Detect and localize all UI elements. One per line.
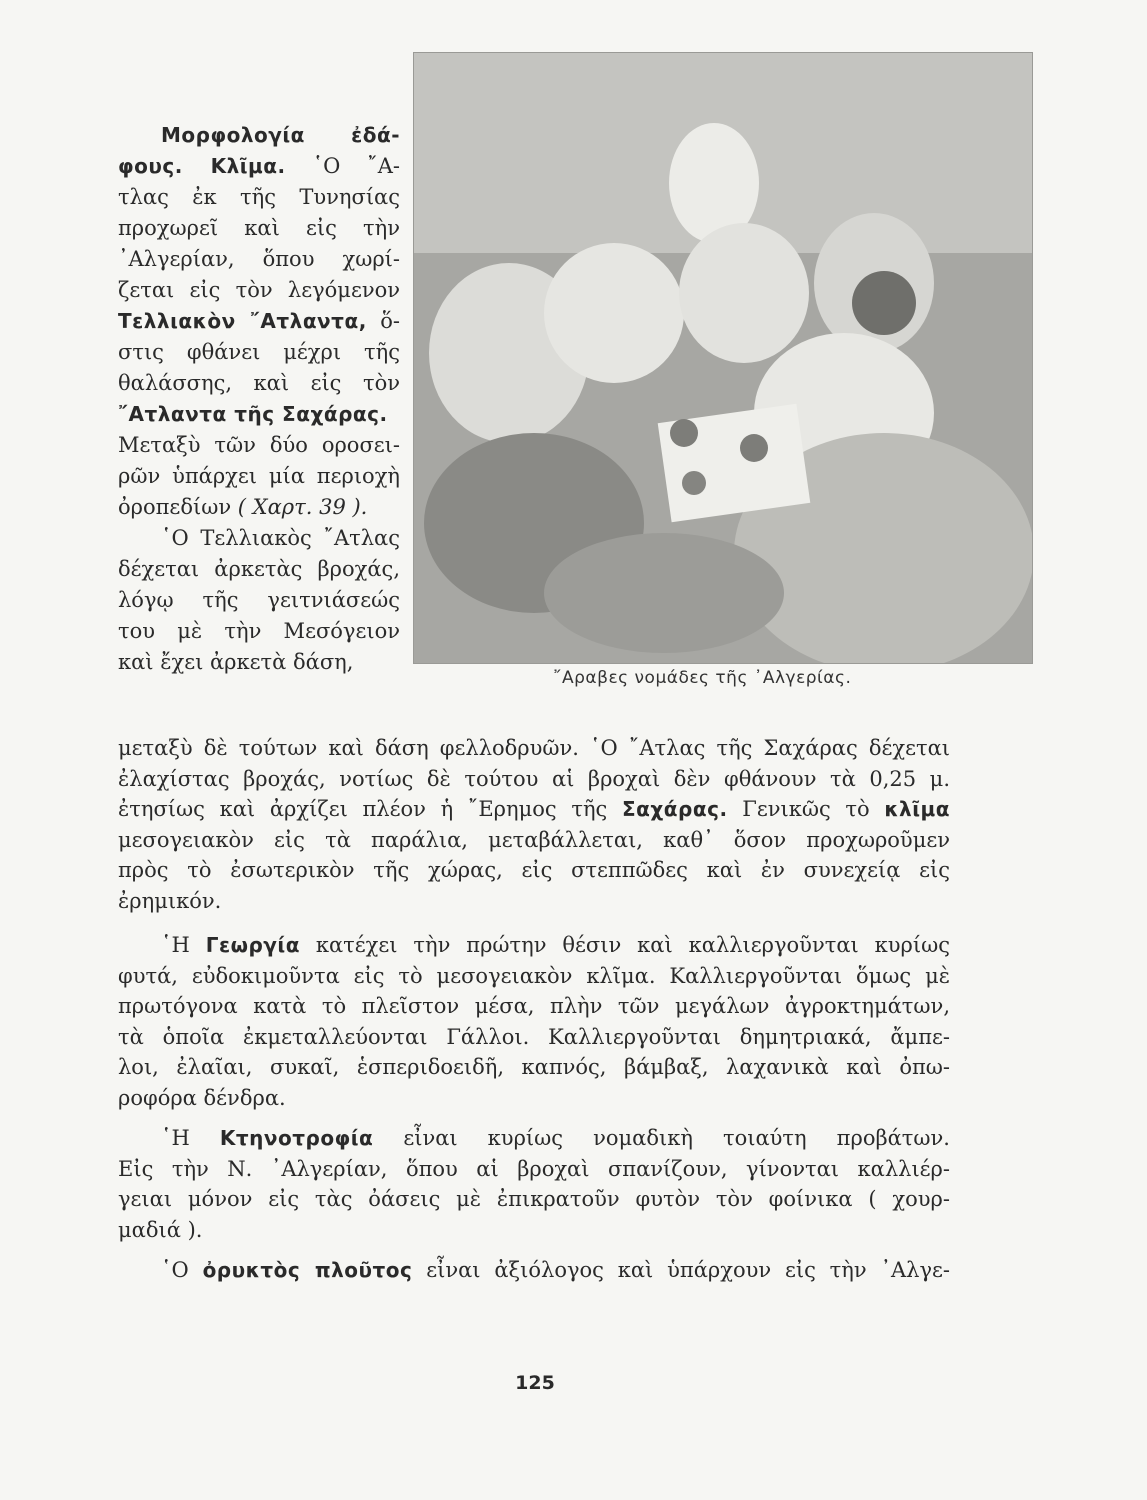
- text-line: ἐρημικόν.: [118, 888, 222, 913]
- text-line: πρὸς τὸ ἐσωτερικὸν τῆς χώρας, εἰς στεππῶδες καὶ ἐν συνεχείᾳ εἰς: [118, 858, 950, 882]
- text-line: [118, 120, 400, 151]
- text-line: μεταξὺ δὲ τούτων καὶ δάση φελλοδρυῶν. ῾Ο ῎Ατλας τῆς Σαχάρας δέχεται: [118, 736, 950, 760]
- text-line: καὶ ἔχει ἀρκετὰ δάση,: [118, 650, 354, 674]
- text-line: πρωτόγονα κατὰ τὸ πλεῖστον μέσα, πλὴν τῶν μεγάλων ἀγροκτημάτων,: [118, 994, 950, 1018]
- text-line: ροφόρα δένδρα.: [118, 1085, 286, 1110]
- text-line: δέχεται ἀρκετὰς βροχάς,: [118, 557, 400, 581]
- text-line: μαδιά ).: [118, 1217, 203, 1242]
- text-line: ῾Ο Τελλιακὸς ῎Ατλας: [161, 526, 400, 550]
- bold-term: ῎Ατλαντα τῆς Σαχάρας.: [118, 402, 388, 426]
- text-line: φους. Κλῖμα. ῾Ο ῎Α-: [118, 154, 400, 178]
- text-line: φυτά, εὐδοκιμοῦντα εἰς τὸ μεσογειακὸν κλῖμα. Καλλιεργοῦνται ὅμως μὲ: [118, 963, 950, 988]
- text-line: θαλάσσης, καὶ εἰς τὸν: [118, 371, 400, 395]
- text-line: Μεταξὺ τῶν δύο οροσει-: [118, 433, 400, 457]
- map-reference: ( Χαρτ. 39 ).: [237, 495, 368, 519]
- page-number: 125: [515, 1372, 555, 1394]
- text-line: μεσογειακὸν εἰς τὰ παράλια, μεταβάλλεται, καθ᾽ ὅσον προχωροῦμεν: [118, 827, 950, 852]
- text-line: γειαι μόνον εἰς τὰς ὀάσεις μὲ ἐπικρατοῦν φυτὸν τὸν φοίνικα ( χουρ-: [118, 1187, 950, 1211]
- heading-text: φους. Κλῖμα.: [118, 154, 286, 178]
- text-line: [118, 399, 400, 430]
- text-line: λοι, ἐλαῖαι, συκαῖ, ἑσπεριδοειδῆ, καπνός, βάμβαξ, λαχανικὰ καὶ ὀπω-: [118, 1055, 950, 1079]
- bold-term: κλῖμα: [884, 797, 950, 821]
- text-line: του μὲ τὴν Μεσόγειον: [118, 619, 400, 643]
- bold-term: Τελλιακὸν ῎Ατλαντα,: [118, 309, 367, 333]
- text-line: ρῶν ὑπάρχει μία περιοχὴ: [118, 464, 400, 488]
- text-line: ῾Ο ὀρυκτὸς πλοῦτος εἶναι ἀξιόλογος καὶ ὑπάρχουν εἰς τὴν ᾽Αλγε-: [161, 1258, 950, 1282]
- text-line: ζεται εἰς τὸν λεγόμενον: [118, 278, 400, 302]
- text-line: Τελλιακὸν ῎Ατλαντα, ὅ-: [118, 309, 400, 333]
- bold-term: ὀρυκτὸς πλοῦτος: [202, 1258, 413, 1282]
- narrow-column: [118, 120, 400, 678]
- photo-illustration: [414, 53, 1032, 663]
- text-line: ᾽Αλγερίαν, ὅπου χωρί-: [118, 247, 400, 271]
- text-line: λόγῳ τῆς γειτνιάσεώς: [118, 588, 400, 612]
- text-line: ἐλαχίστας βροχάς, νοτίως δὲ τούτου αἱ βροχαὶ δὲν φθάνουν τὰ 0,25 μ.: [118, 766, 950, 791]
- photo-caption: ῎Αραβες νομάδες τῆς ᾽Αλγερίας.: [553, 668, 852, 688]
- text-line: ὀροπεδίων ( Χαρτ. 39 ).: [118, 495, 368, 519]
- text-line: ἐτησίως καὶ ἀρχίζει πλέον ἡ ῎Ερημος τῆς Σαχάρας. Γενικῶς τὸ κλῖμα: [118, 797, 950, 821]
- text-line: προχωρεῖ καὶ εἰς τὴν: [118, 216, 400, 240]
- text-line: στις φθάνει μέχρι τῆς: [118, 340, 400, 364]
- text-line: τὰ ὁποῖα ἐκμεταλλεύονται Γάλλοι. Καλλιεργοῦνται δημητριακά, ἄμπε-: [118, 1024, 950, 1049]
- bold-term: Σαχάρας.: [622, 797, 728, 821]
- text-line: ῾Η Κτηνοτροφία εἶναι κυρίως νομαδικὴ τοιαύτη προβάτων.: [161, 1126, 950, 1150]
- bold-term: Κτηνοτροφία: [219, 1126, 374, 1150]
- text-line: Εἰς τὴν Ν. ᾽Αλγερίαν, ὅπου αἱ βροχαὶ σπανίζουν, γίνονται καλλιέρ-: [118, 1156, 950, 1181]
- heading-text: Μορφολογία ἐδά-: [161, 123, 400, 147]
- text-line: τλας ἐκ τῆς Τυνησίας: [118, 185, 400, 209]
- bold-term: Γεωργία: [205, 933, 300, 957]
- body-text: [118, 733, 950, 1286]
- photograph: [413, 52, 1033, 664]
- text-line: ῾Η Γεωργία κατέχει τὴν πρώτην θέσιν καὶ καλλιεργοῦνται κυρίως: [161, 933, 950, 957]
